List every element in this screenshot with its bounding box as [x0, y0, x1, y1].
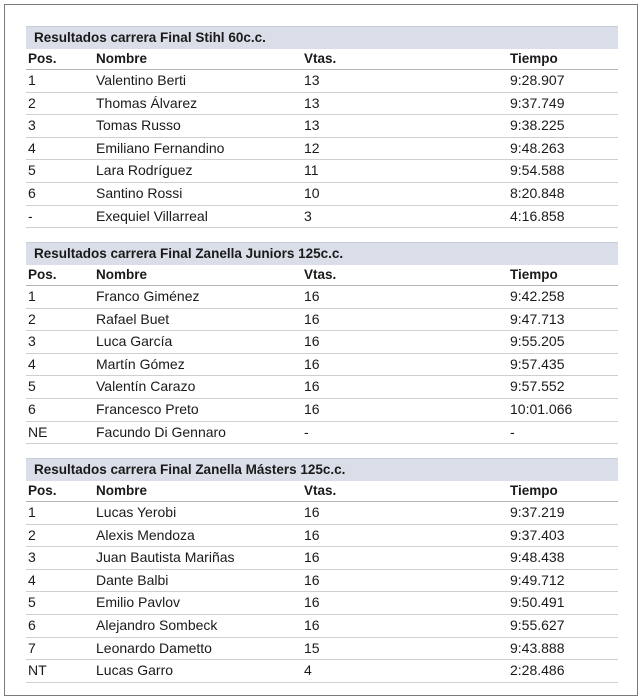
- cell-pos: 1: [28, 72, 36, 88]
- cell-time: 9:28.907: [510, 72, 565, 88]
- cell-name: Leonardo Dametto: [96, 639, 212, 656]
- cell-pos: 5: [28, 378, 36, 395]
- cell-time: 9:54.588: [510, 162, 565, 179]
- cell-name: Exequiel Villarreal: [96, 207, 208, 224]
- cell-name: Lara Rodríguez: [96, 162, 193, 179]
- cell-pos: 3: [28, 117, 36, 134]
- results-section: [26, 242, 618, 444]
- table-row: [26, 660, 618, 683]
- cell-pos: 7: [28, 639, 36, 656]
- table-row: [26, 399, 618, 422]
- cell-time: 9:38.225: [510, 117, 565, 134]
- cell-laps: -: [304, 423, 309, 440]
- cell-pos: 1: [28, 288, 36, 304]
- cell-name: Emiliano Fernandino: [96, 139, 225, 156]
- header-name: Nombre: [96, 267, 148, 282]
- cell-name: Franco Giménez: [96, 288, 200, 304]
- cell-laps: 16: [304, 616, 320, 633]
- table-row: [26, 615, 618, 638]
- cell-name: Lucas Garro: [96, 662, 174, 679]
- cell-time: 9:37.219: [510, 504, 565, 520]
- table-row: [26, 570, 618, 593]
- cell-pos: 3: [28, 549, 36, 566]
- cell-time: -: [510, 423, 515, 440]
- cell-name: Facundo Di Gennaro: [96, 423, 226, 440]
- header-pos: Pos.: [28, 51, 57, 66]
- cell-pos: 4: [28, 571, 36, 588]
- header-time: Tiempo: [510, 483, 558, 498]
- table-row: [26, 160, 618, 183]
- table-row: [26, 331, 618, 354]
- cell-name: Thomas Álvarez: [96, 94, 198, 111]
- table-row: [26, 93, 618, 116]
- section-title: Resultados carrera Final Zanella Juniors 125c.c.: [26, 242, 618, 265]
- cell-name: Tomas Russo: [96, 117, 181, 134]
- cell-name: Lucas Yerobi: [96, 504, 177, 520]
- cell-time: 2:28.486: [510, 662, 565, 679]
- table-row: [26, 70, 618, 93]
- cell-laps: 16: [304, 526, 320, 543]
- cell-time: 9:50.491: [510, 594, 565, 611]
- cell-time: 9:57.435: [510, 355, 565, 372]
- cell-pos: 3: [28, 333, 36, 350]
- header-laps: Vtas.: [304, 51, 337, 66]
- cell-name: Martín Gómez: [96, 355, 185, 372]
- cell-laps: 10: [304, 184, 320, 201]
- cell-time: 8:20.848: [510, 184, 565, 201]
- cell-time: 9:57.552: [510, 378, 565, 395]
- header-pos: Pos.: [28, 483, 57, 498]
- cell-name: Dante Balbi: [96, 571, 169, 588]
- cell-laps: 15: [304, 639, 320, 656]
- header-name: Nombre: [96, 483, 148, 498]
- cell-laps: 16: [304, 288, 320, 304]
- table-row: [26, 354, 618, 377]
- cell-time: 9:49.712: [510, 571, 565, 588]
- table-header-row: [26, 49, 618, 70]
- cell-laps: 16: [304, 310, 320, 327]
- cell-time: 4:16.858: [510, 207, 565, 224]
- table-row: [26, 376, 618, 399]
- cell-laps: 16: [304, 333, 320, 350]
- cell-pos: 4: [28, 139, 36, 156]
- cell-time: 9:55.627: [510, 616, 565, 633]
- cell-name: Luca García: [96, 333, 173, 350]
- table-row: [26, 592, 618, 615]
- cell-pos: NE: [28, 423, 48, 440]
- table-row: [26, 638, 618, 661]
- cell-laps: 16: [304, 594, 320, 611]
- cell-time: 9:48.263: [510, 139, 565, 156]
- cell-name: Francesco Preto: [96, 400, 199, 417]
- header-pos: Pos.: [28, 267, 57, 282]
- table-row: [26, 525, 618, 548]
- cell-time: 10:01.066: [510, 400, 573, 417]
- table-row: [26, 309, 618, 332]
- cell-laps: 3: [304, 207, 312, 224]
- cell-name: Rafael Buet: [96, 310, 170, 327]
- cell-pos: 1: [28, 504, 36, 520]
- cell-time: 9:37.749: [510, 94, 565, 111]
- section-title: Resultados carrera Final Zanella Másters 125c.c.: [26, 458, 618, 481]
- cell-pos: -: [28, 207, 33, 224]
- cell-laps: 16: [304, 355, 320, 372]
- cell-time: 9:55.205: [510, 333, 565, 350]
- cell-pos: 2: [28, 94, 36, 111]
- cell-pos: 5: [28, 162, 36, 179]
- section-title: Resultados carrera Final Stihl 60c.c.: [26, 26, 618, 49]
- cell-laps: 16: [304, 378, 320, 395]
- header-laps: Vtas.: [304, 483, 337, 498]
- cell-pos: NT: [28, 662, 47, 679]
- cell-pos: 2: [28, 310, 36, 327]
- cell-pos: 6: [28, 400, 36, 417]
- table-header-row: [26, 481, 618, 502]
- cell-laps: 16: [304, 504, 320, 520]
- cell-laps: 13: [304, 117, 320, 134]
- cell-name: Juan Bautista Mariñas: [96, 549, 235, 566]
- cell-time: 9:43.888: [510, 639, 565, 656]
- cell-name: Emilio Pavlov: [96, 594, 181, 611]
- cell-laps: 4: [304, 662, 312, 679]
- cell-laps: 11: [304, 162, 319, 179]
- table-row: [26, 206, 618, 229]
- cell-laps: 13: [304, 94, 320, 111]
- header-name: Nombre: [96, 51, 148, 66]
- table-row: [26, 286, 618, 309]
- cell-name: Alejandro Sombeck: [96, 616, 218, 633]
- cell-laps: 13: [304, 72, 320, 88]
- results-section: [26, 26, 618, 228]
- cell-time: 9:42.258: [510, 288, 565, 304]
- cell-time: 9:47.713: [510, 310, 565, 327]
- cell-pos: 4: [28, 355, 36, 372]
- header-laps: Vtas.: [304, 267, 337, 282]
- header-time: Tiempo: [510, 51, 558, 66]
- cell-time: 9:37.403: [510, 526, 565, 543]
- cell-laps: 16: [304, 549, 320, 566]
- cell-laps: 16: [304, 400, 320, 417]
- table-row: [26, 115, 618, 138]
- table-row: [26, 422, 618, 445]
- header-time: Tiempo: [510, 267, 558, 282]
- cell-pos: 2: [28, 526, 36, 543]
- cell-name: Valentín Carazo: [96, 378, 196, 395]
- cell-pos: 6: [28, 184, 36, 201]
- cell-pos: 5: [28, 594, 36, 611]
- cell-name: Valentino Berti: [96, 72, 187, 88]
- table-row: [26, 183, 618, 206]
- table-row: [26, 502, 618, 525]
- table-row: [26, 547, 618, 570]
- cell-laps: 12: [304, 139, 320, 156]
- cell-laps: 16: [304, 571, 320, 588]
- cell-name: Alexis Mendoza: [96, 526, 195, 543]
- cell-name: Santino Rossi: [96, 184, 183, 201]
- cell-time: 9:48.438: [510, 549, 565, 566]
- cell-pos: 6: [28, 616, 36, 633]
- table-row: [26, 138, 618, 161]
- table-header-row: [26, 265, 618, 286]
- results-section: [26, 458, 618, 683]
